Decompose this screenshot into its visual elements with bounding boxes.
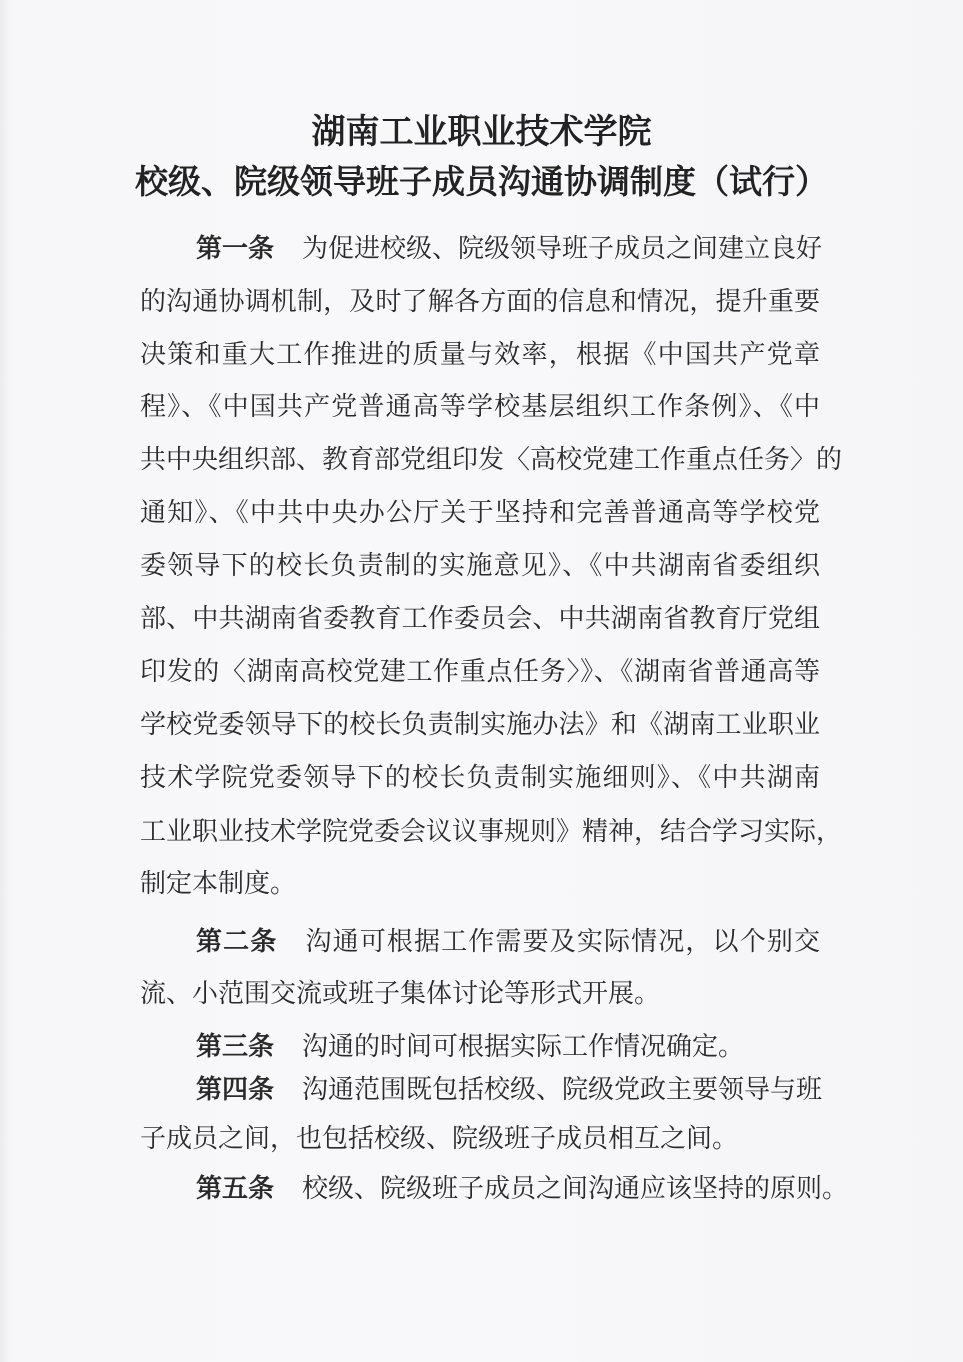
article-text: 共中央组织部、教育部党组印发〈高校党建工作重点任务〉的: [140, 445, 843, 475]
article-line: [140, 761, 820, 795]
article-first-line: [196, 1030, 820, 1064]
article-text: 程》、《中国共产党普通高等学校基层组织工作条例》、《中: [140, 392, 820, 422]
article-text: 决策和重大工作推进的质量与效率，根据《中国共产党章: [140, 340, 820, 370]
article-line: [140, 815, 843, 849]
article-text: 委领导下的校长负责制的实施意见》、《中共湖南省委组织: [140, 551, 820, 581]
article-label: 第五条: [196, 1174, 275, 1204]
article-label: 第一条: [196, 234, 275, 264]
document-title-line1: 湖南工业职业技术学院: [311, 112, 652, 152]
article-text: 沟通的时间可根据实际工作情况确定。: [302, 1032, 745, 1062]
article-text: 通知》、《中共中央办公厅关于坚持和完善普通高等学校党: [140, 498, 820, 528]
article-line: [140, 496, 820, 530]
article-text: 学校党委领导下的校长负责制实施办法》和《湖南工业职业: [140, 710, 820, 740]
article-text: 沟通可根据工作需要及实际情况，以个别交: [305, 927, 820, 957]
article-line: [140, 602, 820, 636]
article-line: [140, 708, 820, 742]
article-text: 校级、院级班子成员之间沟通应该坚持的原则。: [302, 1174, 849, 1204]
article-text: 工业职业技术学院党委会议议事规则》精神，结合学习实际，: [140, 817, 843, 847]
article-text: 技术学院党委领导下的校长负责制实施细则》、《中共湖南: [140, 763, 820, 793]
article-line: [140, 977, 820, 1011]
article-text: 制定本制度。: [140, 869, 297, 899]
article-first-line: [196, 1172, 849, 1206]
article-first-line: [196, 925, 820, 959]
article-text: 的沟通协调机制，及时了解各方面的信息和情况，提升重要: [140, 287, 820, 317]
article-first-line: [196, 232, 823, 266]
article-line: [140, 285, 820, 319]
article-line: [140, 549, 820, 583]
article-text: 部、中共湖南省委教育工作委员会、中共湖南省教育厅党组: [140, 604, 820, 634]
article-text: 为促进校级、院级领导班子成员之间建立良好: [302, 234, 823, 264]
article-line: [140, 655, 820, 689]
article-text: 沟通范围既包括校级、院级党政主要领导与班: [302, 1075, 823, 1105]
article-label: 第三条: [196, 1032, 275, 1062]
article-line: [140, 1122, 820, 1156]
article-text: 子成员之间，也包括校级、院级班子成员相互之间。: [140, 1124, 739, 1154]
article-label: 第二条: [196, 927, 278, 957]
article-text: 印发的〈湖南高校党建工作重点任务〉》、《湖南省普通高等: [140, 657, 820, 687]
document-title-line2: 校级、院级领导班子成员沟通协调制度（试行）: [135, 162, 828, 201]
article-first-line: [196, 1073, 823, 1107]
article-line: [140, 443, 843, 477]
article-text: 流、小范围交流或班子集体讨论等形式开展。: [140, 979, 661, 1009]
article-line: [140, 390, 820, 424]
article-line: [140, 867, 820, 901]
article-label: 第四条: [196, 1075, 275, 1105]
article-line: [140, 338, 820, 372]
